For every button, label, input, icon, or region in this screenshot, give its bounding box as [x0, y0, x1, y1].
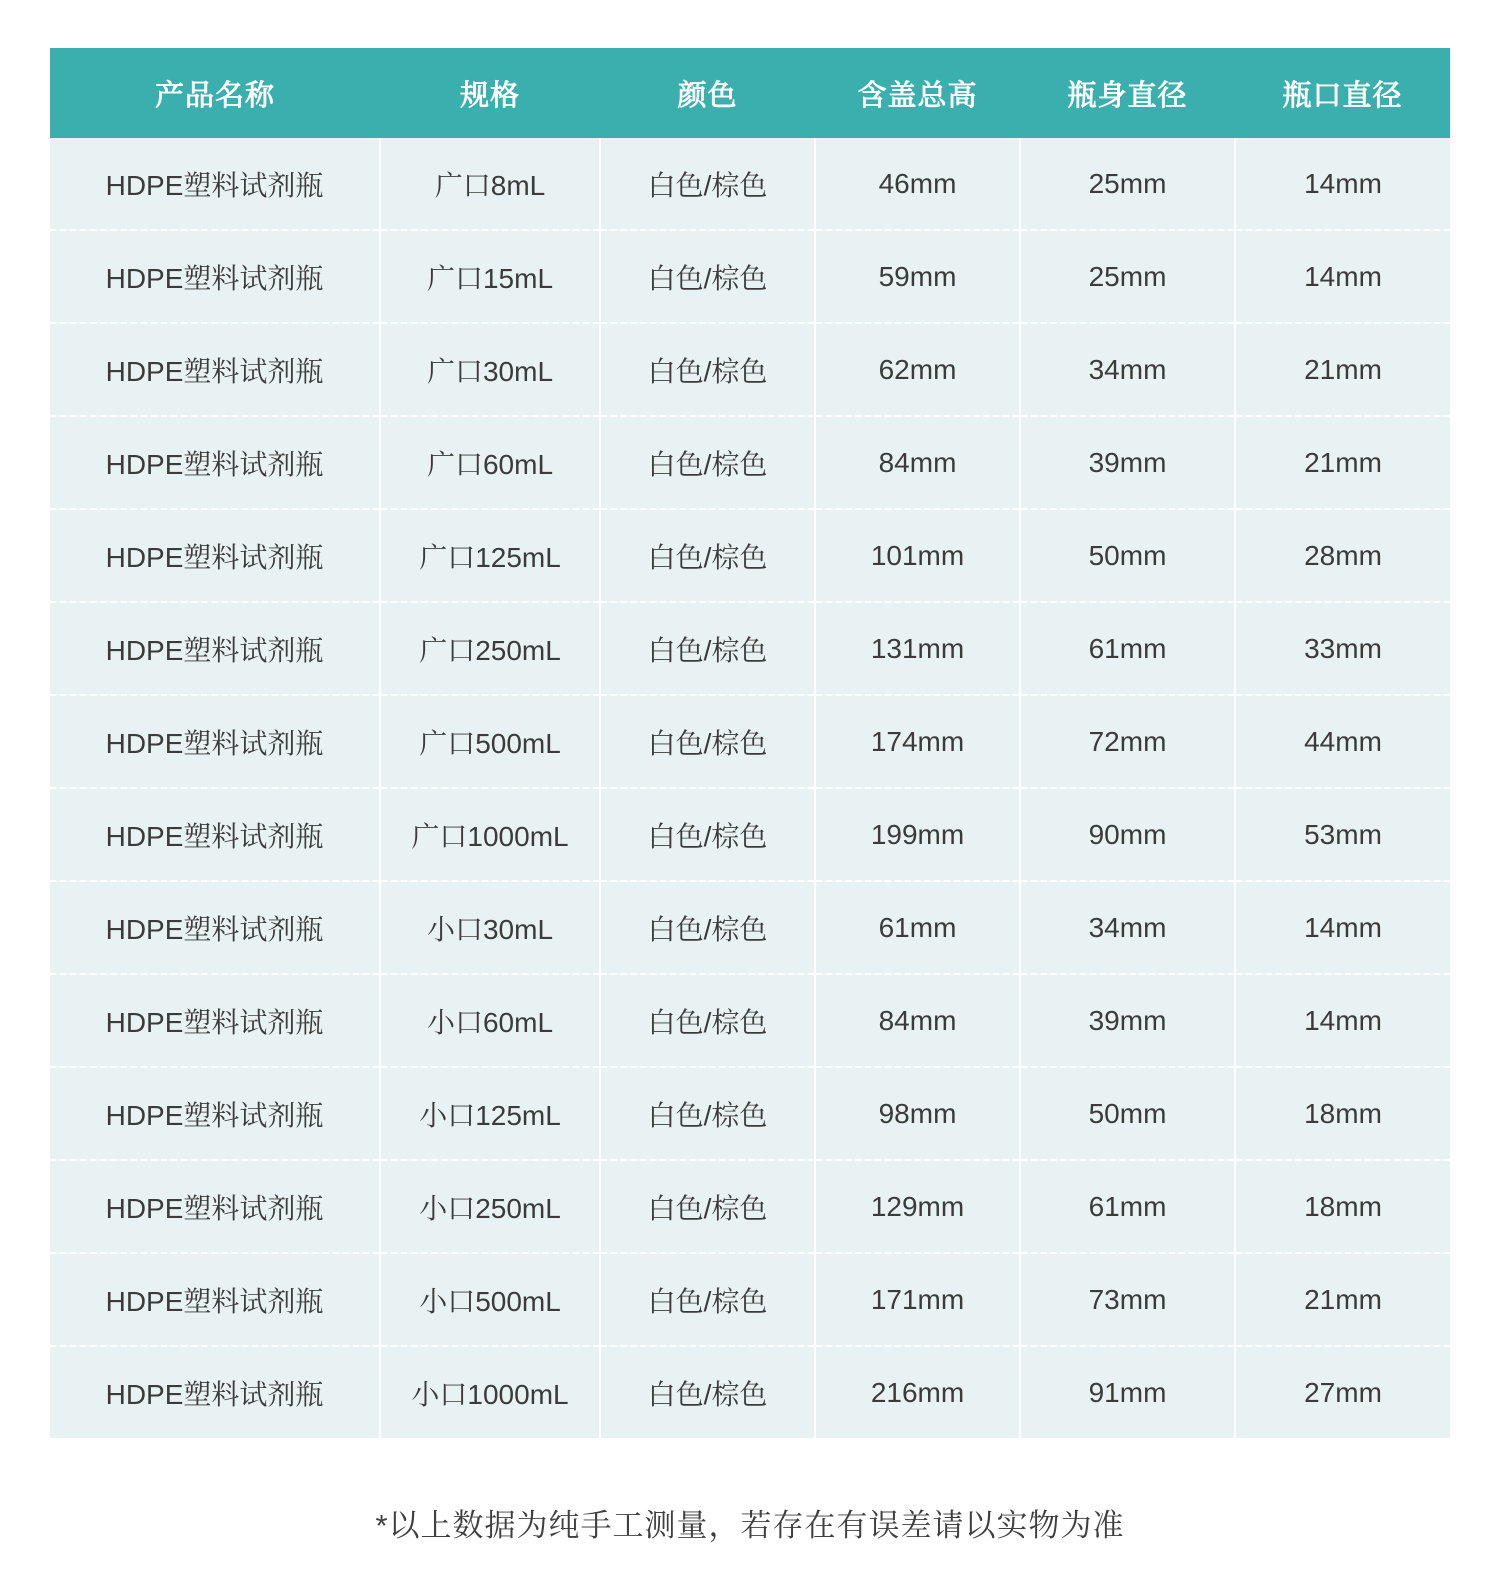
cell-mouth-diameter: 44mm: [1235, 695, 1450, 788]
cell-body-diameter: 25mm: [1020, 230, 1235, 323]
cell-specification: 广口15mL: [380, 230, 600, 323]
cell-total-height: 59mm: [815, 230, 1020, 323]
cell-body-diameter: 91mm: [1020, 1346, 1235, 1438]
cell-body-diameter: 72mm: [1020, 695, 1235, 788]
cell-product-name: HDPE塑料试剂瓶: [50, 602, 380, 695]
column-header-product-name: 产品名称: [50, 48, 380, 138]
cell-mouth-diameter: 14mm: [1235, 138, 1450, 230]
cell-specification: 小口500mL: [380, 1253, 600, 1346]
cell-specification: 广口1000mL: [380, 788, 600, 881]
cell-mouth-diameter: 18mm: [1235, 1160, 1450, 1253]
table-row: [50, 1346, 1450, 1438]
cell-total-height: 62mm: [815, 323, 1020, 416]
cell-total-height: 174mm: [815, 695, 1020, 788]
table-header-row: [50, 48, 1450, 138]
cell-color: 白色/棕色: [600, 1346, 815, 1438]
cell-body-diameter: 34mm: [1020, 881, 1235, 974]
cell-total-height: 98mm: [815, 1067, 1020, 1160]
cell-specification: 小口1000mL: [380, 1346, 600, 1438]
cell-color: 白色/棕色: [600, 323, 815, 416]
cell-body-diameter: 61mm: [1020, 1160, 1235, 1253]
cell-specification: 广口30mL: [380, 323, 600, 416]
cell-total-height: 84mm: [815, 416, 1020, 509]
cell-mouth-diameter: 18mm: [1235, 1067, 1450, 1160]
cell-color: 白色/棕色: [600, 602, 815, 695]
cell-product-name: HDPE塑料试剂瓶: [50, 138, 380, 230]
cell-specification: 小口125mL: [380, 1067, 600, 1160]
cell-color: 白色/棕色: [600, 1067, 815, 1160]
cell-body-diameter: 50mm: [1020, 509, 1235, 602]
cell-mouth-diameter: 14mm: [1235, 881, 1450, 974]
cell-body-diameter: 25mm: [1020, 138, 1235, 230]
table-row: [50, 695, 1450, 788]
cell-body-diameter: 50mm: [1020, 1067, 1235, 1160]
cell-product-name: HDPE塑料试剂瓶: [50, 1346, 380, 1438]
table-header: [50, 48, 1450, 138]
cell-total-height: 171mm: [815, 1253, 1020, 1346]
cell-color: 白色/棕色: [600, 1253, 815, 1346]
cell-total-height: 131mm: [815, 602, 1020, 695]
cell-mouth-diameter: 53mm: [1235, 788, 1450, 881]
cell-color: 白色/棕色: [600, 695, 815, 788]
cell-body-diameter: 39mm: [1020, 974, 1235, 1067]
table-row: [50, 1160, 1450, 1253]
cell-mouth-diameter: 21mm: [1235, 323, 1450, 416]
cell-color: 白色/棕色: [600, 416, 815, 509]
table-row: [50, 788, 1450, 881]
column-header-total-height: 含盖总高: [815, 48, 1020, 138]
measurement-disclaimer: *以上数据为纯手工测量，若存在有误差请以实物为准: [375, 1508, 1125, 1543]
cell-specification: 小口60mL: [380, 974, 600, 1067]
table-row: [50, 416, 1450, 509]
cell-total-height: 199mm: [815, 788, 1020, 881]
cell-product-name: HDPE塑料试剂瓶: [50, 416, 380, 509]
cell-total-height: 101mm: [815, 509, 1020, 602]
cell-body-diameter: 39mm: [1020, 416, 1235, 509]
cell-color: 白色/棕色: [600, 788, 815, 881]
cell-product-name: HDPE塑料试剂瓶: [50, 509, 380, 602]
table-row: [50, 602, 1450, 695]
cell-mouth-diameter: 21mm: [1235, 416, 1450, 509]
cell-product-name: HDPE塑料试剂瓶: [50, 230, 380, 323]
table-row: [50, 138, 1450, 230]
column-header-specification: 规格: [380, 48, 600, 138]
table-row: [50, 974, 1450, 1067]
cell-specification: 广口250mL: [380, 602, 600, 695]
cell-product-name: HDPE塑料试剂瓶: [50, 1253, 380, 1346]
cell-body-diameter: 34mm: [1020, 323, 1235, 416]
cell-color: 白色/棕色: [600, 974, 815, 1067]
table-row: [50, 881, 1450, 974]
column-header-body-diameter: 瓶身直径: [1020, 48, 1235, 138]
cell-color: 白色/棕色: [600, 138, 815, 230]
cell-mouth-diameter: 21mm: [1235, 1253, 1450, 1346]
cell-color: 白色/棕色: [600, 1160, 815, 1253]
cell-specification: 小口30mL: [380, 881, 600, 974]
cell-total-height: 61mm: [815, 881, 1020, 974]
cell-mouth-diameter: 14mm: [1235, 974, 1450, 1067]
table-row: [50, 509, 1450, 602]
cell-mouth-diameter: 33mm: [1235, 602, 1450, 695]
cell-product-name: HDPE塑料试剂瓶: [50, 974, 380, 1067]
cell-mouth-diameter: 14mm: [1235, 230, 1450, 323]
cell-specification: 广口8mL: [380, 138, 600, 230]
cell-specification: 广口60mL: [380, 416, 600, 509]
table-row: [50, 1067, 1450, 1160]
cell-total-height: 46mm: [815, 138, 1020, 230]
cell-specification: 广口500mL: [380, 695, 600, 788]
column-header-color: 颜色: [600, 48, 815, 138]
table-row: [50, 323, 1450, 416]
cell-product-name: HDPE塑料试剂瓶: [50, 1067, 380, 1160]
cell-color: 白色/棕色: [600, 509, 815, 602]
cell-mouth-diameter: 27mm: [1235, 1346, 1450, 1438]
cell-total-height: 129mm: [815, 1160, 1020, 1253]
cell-color: 白色/棕色: [600, 881, 815, 974]
cell-body-diameter: 61mm: [1020, 602, 1235, 695]
table-body: [50, 138, 1450, 1438]
table-row: [50, 1253, 1450, 1346]
cell-product-name: HDPE塑料试剂瓶: [50, 1160, 380, 1253]
cell-body-diameter: 90mm: [1020, 788, 1235, 881]
cell-specification: 广口125mL: [380, 509, 600, 602]
cell-color: 白色/棕色: [600, 230, 815, 323]
cell-product-name: HDPE塑料试剂瓶: [50, 788, 380, 881]
cell-total-height: 216mm: [815, 1346, 1020, 1438]
cell-mouth-diameter: 28mm: [1235, 509, 1450, 602]
product-spec-table: [50, 48, 1450, 1438]
cell-product-name: HDPE塑料试剂瓶: [50, 323, 380, 416]
cell-product-name: HDPE塑料试剂瓶: [50, 695, 380, 788]
cell-product-name: HDPE塑料试剂瓶: [50, 881, 380, 974]
cell-specification: 小口250mL: [380, 1160, 600, 1253]
cell-body-diameter: 73mm: [1020, 1253, 1235, 1346]
table-row: [50, 230, 1450, 323]
cell-total-height: 84mm: [815, 974, 1020, 1067]
column-header-mouth-diameter: 瓶口直径: [1235, 48, 1450, 138]
